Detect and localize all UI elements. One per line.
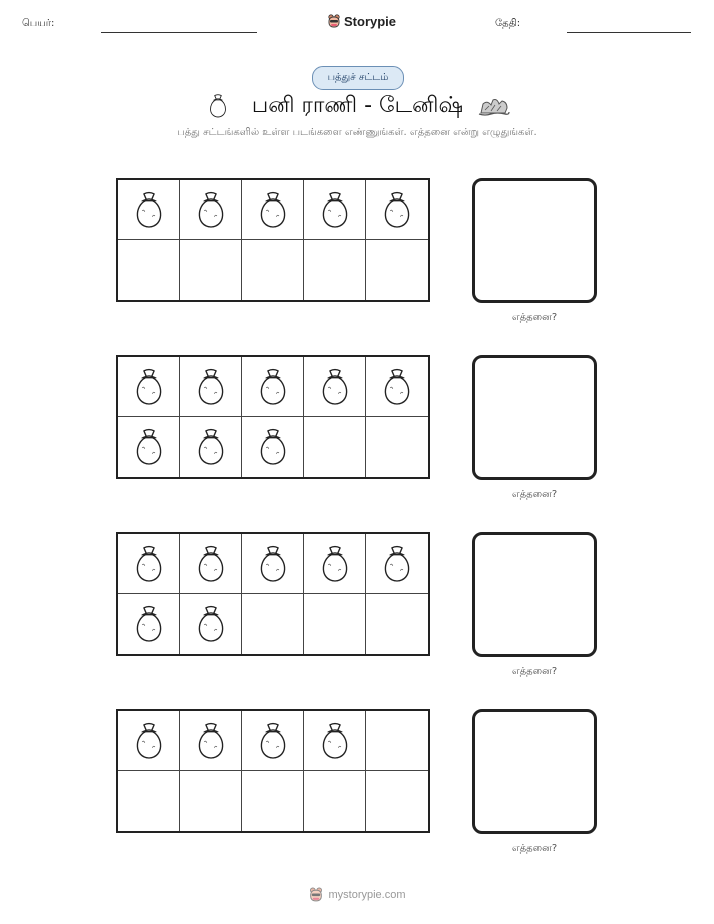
money-bag-icon <box>194 604 228 644</box>
ten-frame-2 <box>116 355 430 479</box>
frame-cell <box>180 711 242 771</box>
answer-label-1: எத்தனை? <box>511 312 558 323</box>
money-bag-icon <box>256 721 290 761</box>
frame-cell <box>180 180 242 240</box>
instructions: பத்து சட்டங்களில் உள்ள படங்களை எண்ணுங்கள். எத்தனை என்று எழுதுங்கள். <box>177 127 537 138</box>
frame-cell <box>304 711 366 771</box>
frame-cell <box>242 240 304 300</box>
money-bag-icon <box>194 427 228 467</box>
ten-frame-4 <box>116 709 430 833</box>
frame-cell <box>118 711 180 771</box>
frame-cell <box>118 594 180 654</box>
money-bag-icon <box>194 190 228 230</box>
frame-cell <box>242 711 304 771</box>
frame-cell <box>366 417 428 477</box>
brand-name: Storypie <box>344 13 397 29</box>
money-bag-icon <box>132 604 166 644</box>
frame-cell <box>366 180 428 240</box>
frame-cell <box>304 771 366 831</box>
money-bag-icon <box>318 544 352 584</box>
frame-cell <box>366 240 428 300</box>
name-line[interactable] <box>101 32 257 33</box>
frame-cell <box>242 594 304 654</box>
money-bag-icon <box>132 544 166 584</box>
answer-box-2[interactable] <box>472 355 597 480</box>
snow-queen-sleigh-icon <box>477 96 511 118</box>
frame-cell <box>304 240 366 300</box>
money-bag-icon <box>380 544 414 584</box>
money-bag-icon <box>318 367 352 407</box>
frame-cell <box>180 594 242 654</box>
money-bag-icon <box>256 190 290 230</box>
frame-cell <box>366 594 428 654</box>
frame-cell <box>242 534 304 594</box>
answer-box-1[interactable] <box>472 178 597 303</box>
money-bag-icon <box>318 721 352 761</box>
money-bag-icon <box>132 367 166 407</box>
frame-cell <box>304 594 366 654</box>
frame-cell <box>118 240 180 300</box>
money-bag-icon <box>194 544 228 584</box>
date-line[interactable] <box>567 32 691 33</box>
ten-frame-1 <box>116 178 430 302</box>
footer-url[interactable]: mystorypie.com <box>328 888 406 901</box>
money-bag-icon <box>194 367 228 407</box>
ten-frame-3 <box>116 532 430 656</box>
frame-cell <box>304 357 366 417</box>
frame-cell <box>180 534 242 594</box>
worksheet-type-badge: பத்துச் சட்டம் <box>312 66 404 90</box>
money-bag-icon <box>132 721 166 761</box>
frame-cell <box>118 180 180 240</box>
frame-cell <box>366 357 428 417</box>
frame-cell <box>118 771 180 831</box>
answer-label-2: எத்தனை? <box>511 489 558 500</box>
frame-cell <box>304 534 366 594</box>
frame-cell <box>118 357 180 417</box>
money-bag-icon <box>318 190 352 230</box>
money-bag-icon <box>132 427 166 467</box>
frame-cell <box>180 417 242 477</box>
money-bag-icon <box>256 367 290 407</box>
money-bag-icon <box>256 544 290 584</box>
brand-logo <box>327 13 396 29</box>
money-bag-icon <box>380 367 414 407</box>
money-bag-icon <box>256 427 290 467</box>
frame-cell <box>242 417 304 477</box>
page-title: பனி ராணி - டேனிஷ் <box>251 93 464 118</box>
answer-box-4[interactable] <box>472 709 597 834</box>
frame-cell <box>242 180 304 240</box>
frame-cell <box>118 417 180 477</box>
frame-cell <box>304 417 366 477</box>
footer <box>0 886 714 903</box>
frame-cell <box>180 357 242 417</box>
money-bag-icon <box>380 190 414 230</box>
answer-label-4: எத்தனை? <box>511 843 558 854</box>
frame-cell <box>366 711 428 771</box>
money-bag-icon <box>132 190 166 230</box>
name-label: பெயர்: <box>22 18 55 29</box>
frame-cell <box>118 534 180 594</box>
frame-cell <box>366 771 428 831</box>
storypie-mascot-icon <box>327 13 341 29</box>
frame-cell <box>180 240 242 300</box>
answer-label-3: எத்தனை? <box>511 666 558 677</box>
frame-cell <box>242 357 304 417</box>
frame-cell <box>366 534 428 594</box>
date-label: தேதி: <box>495 18 521 29</box>
money-bag-icon <box>194 721 228 761</box>
frame-cell <box>180 771 242 831</box>
frame-cell <box>304 180 366 240</box>
frame-cell <box>242 771 304 831</box>
answer-box-3[interactable] <box>472 532 597 657</box>
storypie-mascot-icon <box>308 886 324 903</box>
money-bag-icon <box>207 93 229 119</box>
